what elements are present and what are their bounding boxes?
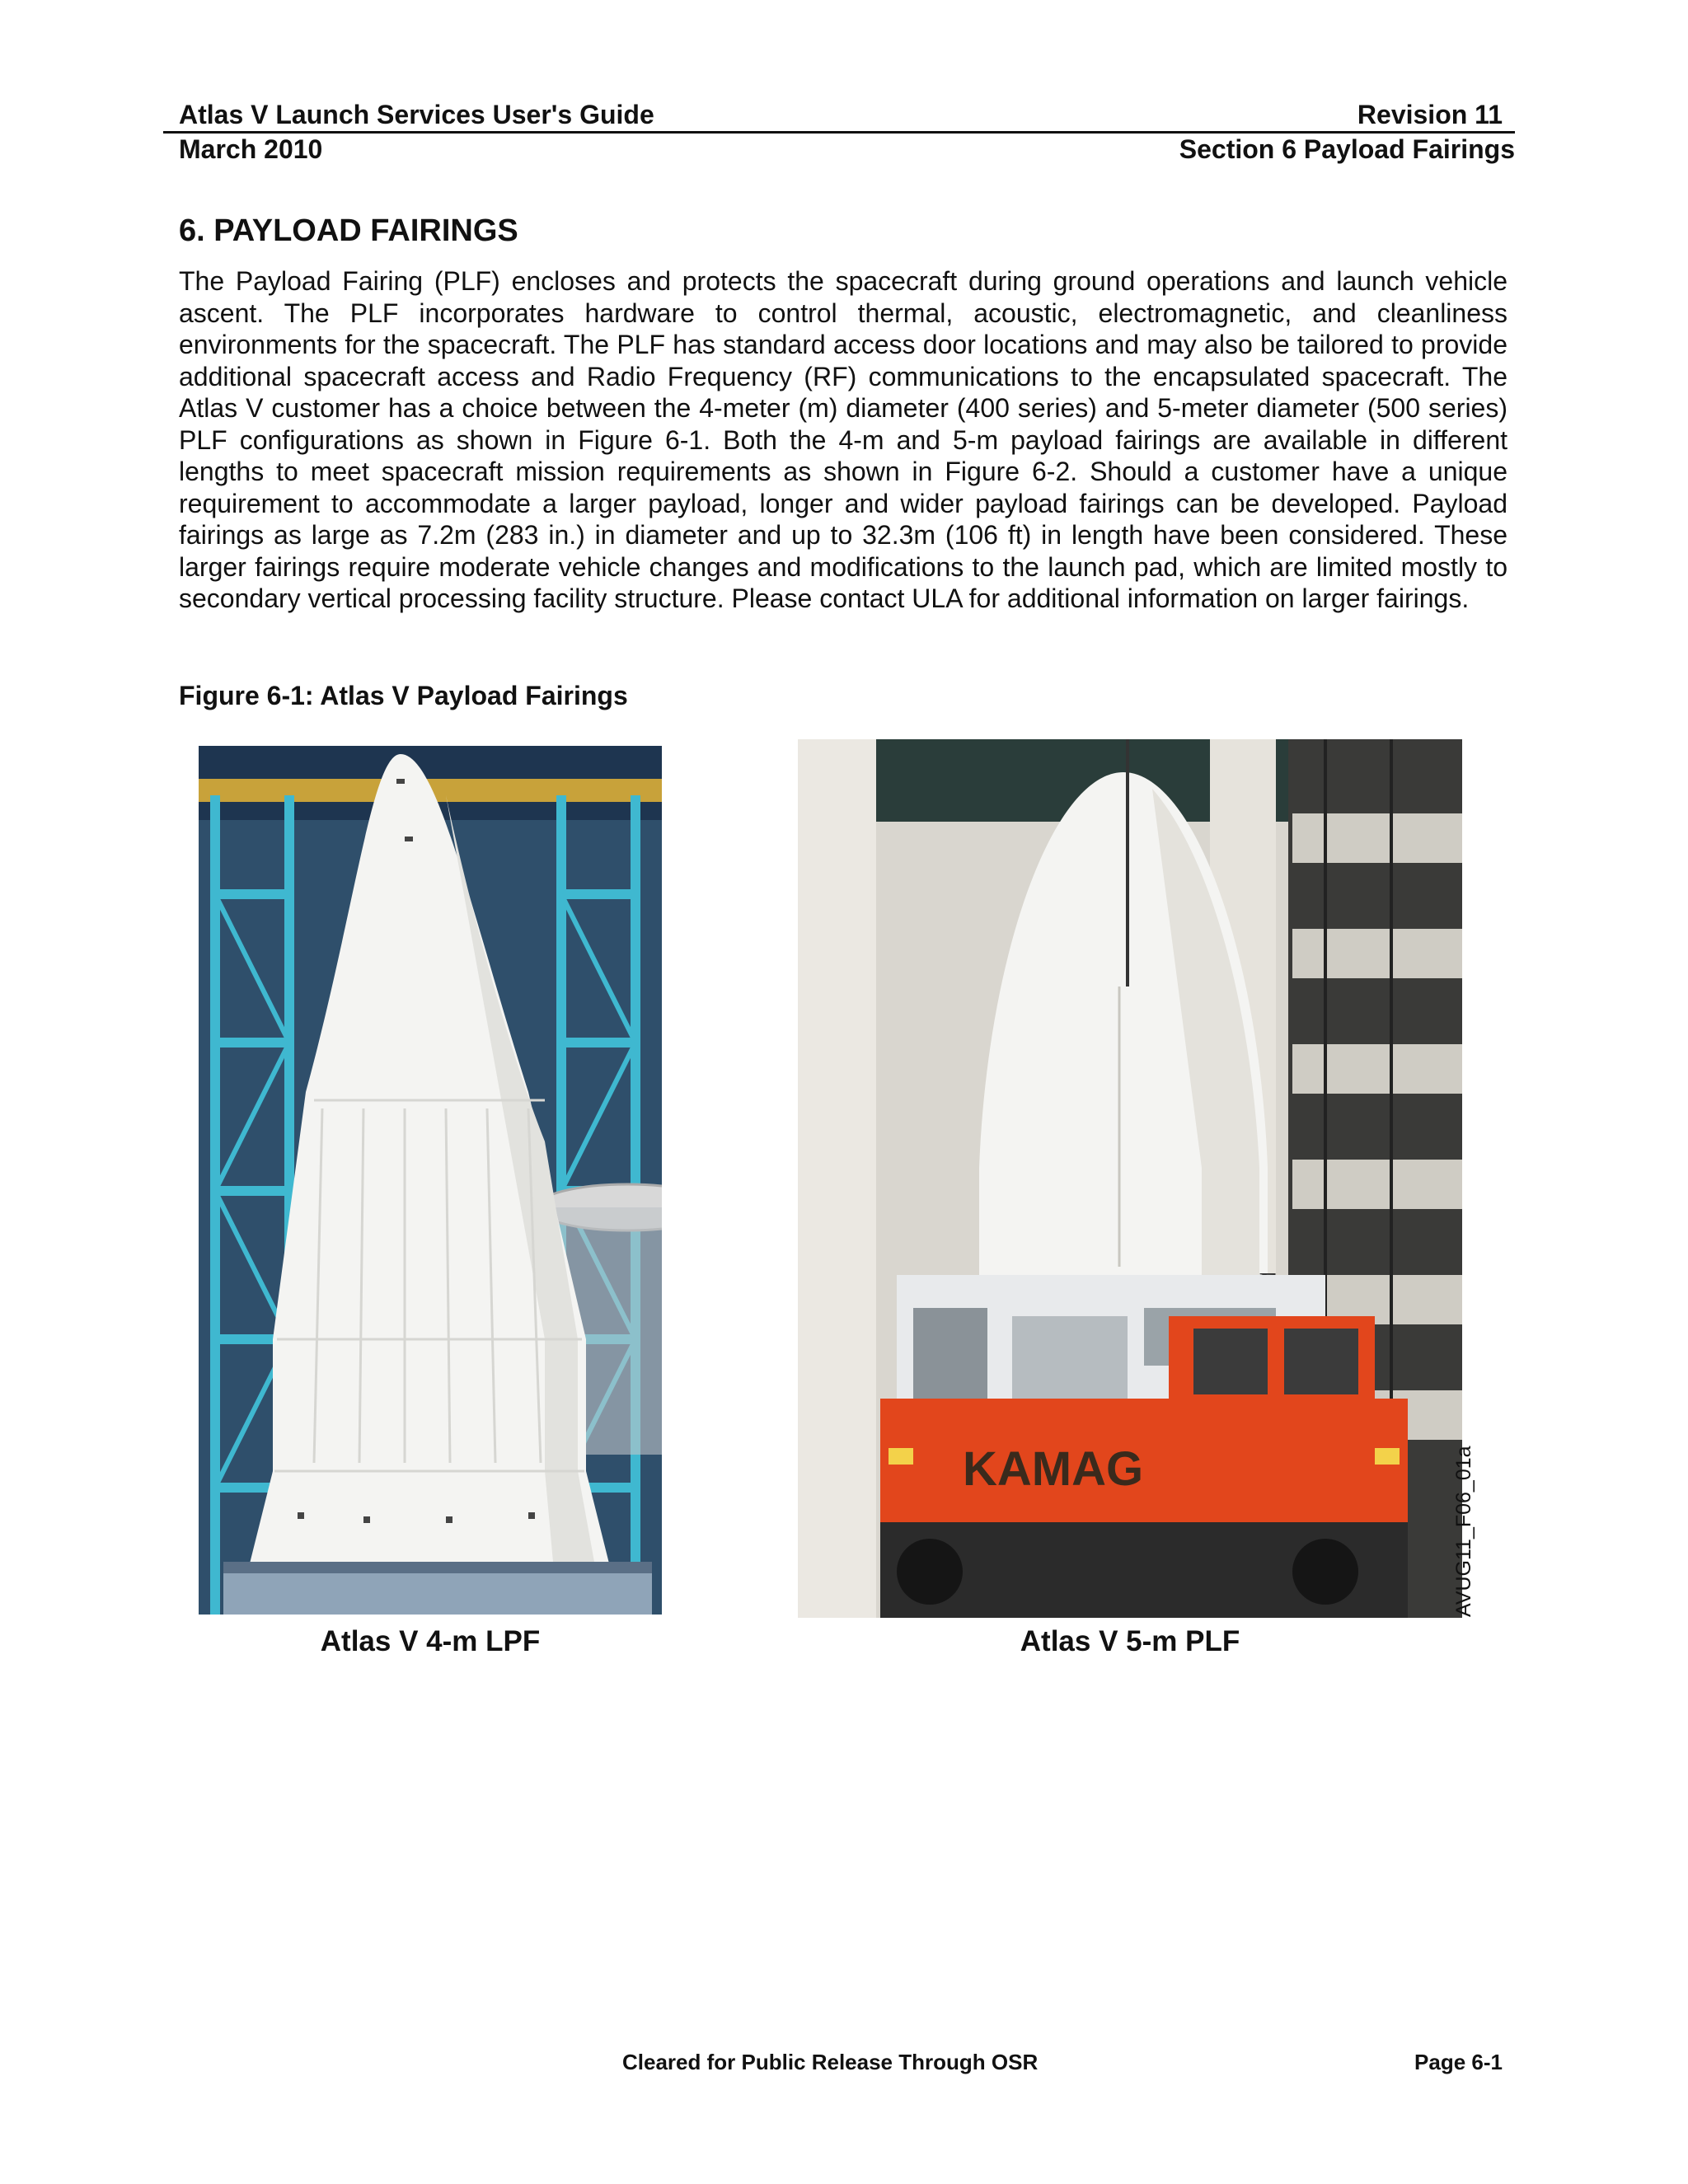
figure-caption: Figure 6-1: Atlas V Payload Fairings [179, 681, 628, 710]
header-title: Atlas V Launch Services User's Guide [179, 100, 654, 129]
header-section: Section 6 Payload Fairings [1179, 134, 1515, 164]
label-4m-lpf: Atlas V 4-m LPF [320, 1625, 541, 1657]
body-paragraph: The Payload Fairing (PLF) encloses and protects the spacecraft during ground operations and launch vehicle ascent. The PLF incorporates hardware to control thermal, acoustic, electromagnetic, and cleanliness environments for the spacecraft. The PLF has standard access door locations and may also be tailored to provide additional spacecraft access and Radio Frequency (RF) communications to the encapsulated spacecraft. The Atlas V customer has a choice between the 4-meter (m) diameter (400 series) and 5-meter diameter (500 series) PLF configurations as shown in Figure 6-1. Both the 4-m and 5-m payload fairings are available in different lengths to meet spacecraft mission requirements as shown in Figure 6-2. Should a customer have a unique requirement to accommodate a larger payload, longer and wider payload fairings can be developed. Payload fairings as large as 7.2m (283 in.) in diameter and up to 32.3m (106 ft) in length have been considered. These larger fairings require moderate vehicle changes and modifications to the launch pad, which are limited mostly to secondary vertical processing facility structure. Please contact ULA for additional information on larger fairings. [179, 266, 1507, 613]
section-heading: 6. PAYLOAD FAIRINGS [179, 213, 518, 248]
footer-page: Page 6-1 [1414, 2050, 1503, 2074]
header-date: March 2010 [179, 134, 323, 164]
figure-image-id: AVUG11_F06_01a [1452, 1446, 1475, 1617]
kamag-label: KAMAG [963, 1442, 1144, 1496]
photo-5m-fairing [798, 739, 1462, 1618]
header-revision: Revision 11 [1357, 100, 1503, 129]
label-5m-plf: Atlas V 5-m PLF [1020, 1625, 1240, 1657]
footer-release: Cleared for Public Release Through OSR [622, 2050, 1039, 2074]
photo-4m-fairing [199, 746, 662, 1615]
